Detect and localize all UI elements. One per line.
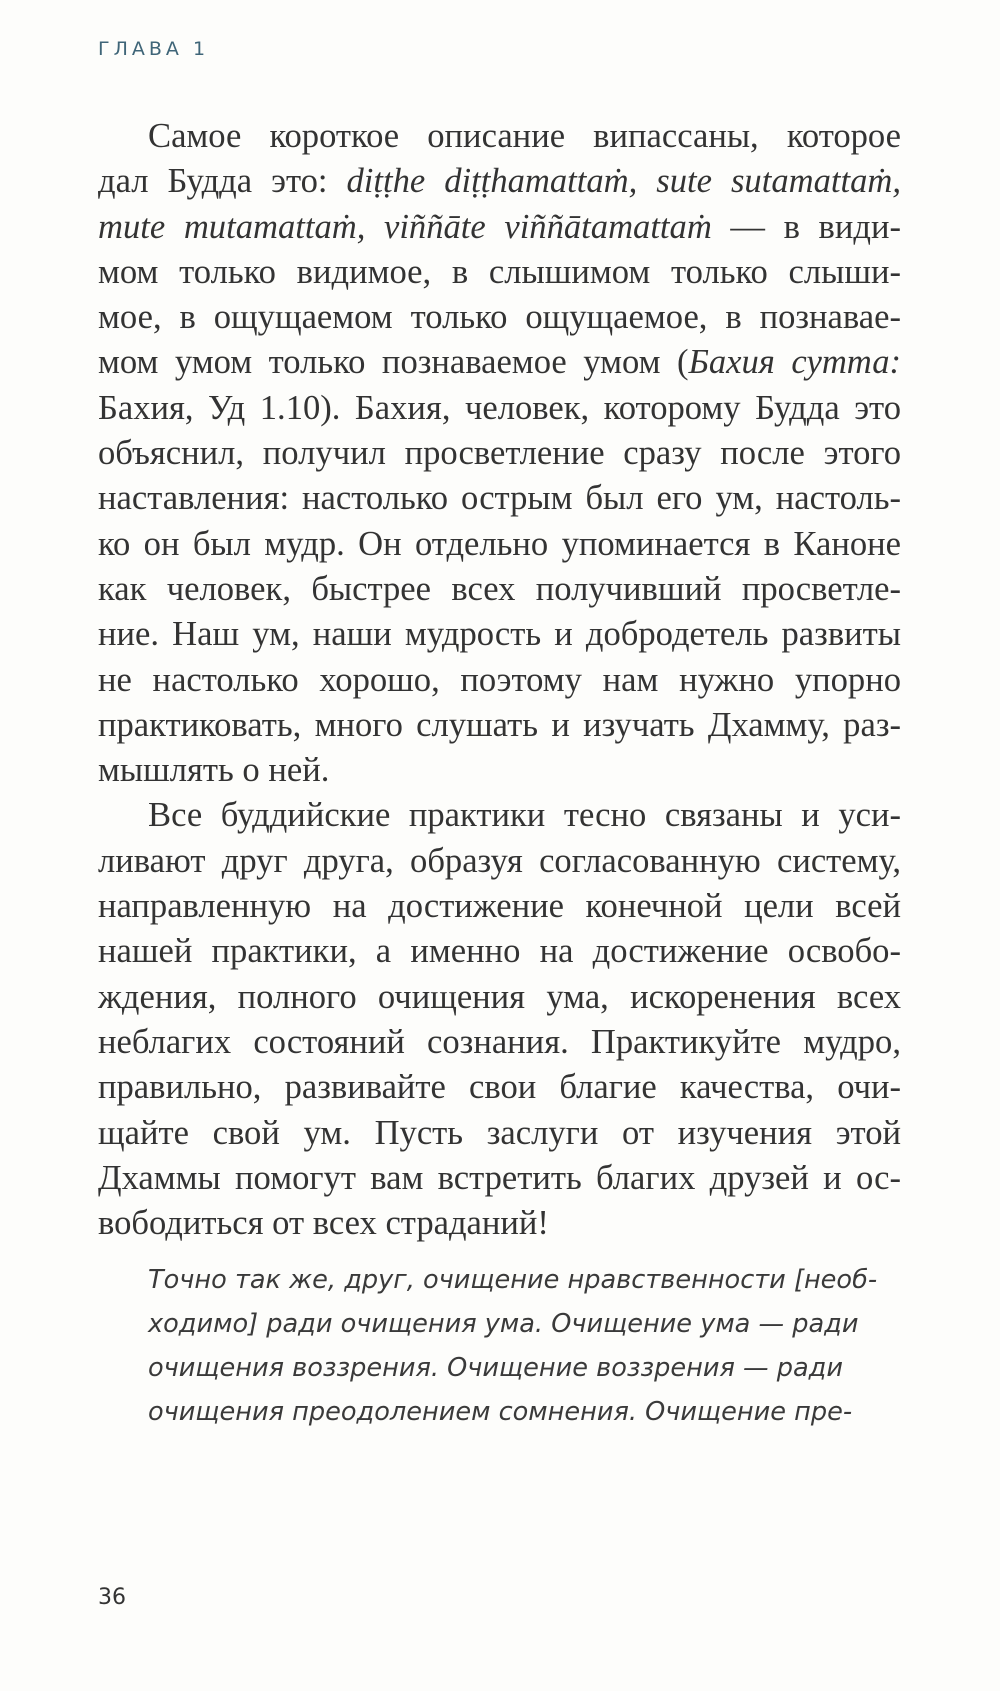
page-number: 36 (98, 1585, 126, 1610)
text-span: — в види- (711, 207, 901, 246)
quote-line: очищения преодолением сомнения. Очищение пре- (148, 1397, 853, 1427)
text-line: правильно, развивайте свои благие качества, очи- (98, 1068, 901, 1107)
text-line: ждения, полного очищения ума, искоренения всех (98, 977, 901, 1016)
text-line: направленную на достижение конечной цели всей (98, 887, 901, 926)
paragraph-2 (98, 793, 901, 1246)
text-line: ние. Наш ум, наши мудрость и добродетель развиты (98, 615, 901, 654)
body-text (98, 114, 901, 1246)
text-line (98, 340, 901, 385)
text-line: наставления: настолько острым был его ум, настоль- (98, 479, 901, 518)
text-line: Самое короткое описание випассаны, которое (148, 117, 901, 155)
sutta-title-italic-span: Бахия сутта: (688, 343, 901, 382)
pali-italic-span: diṭṭhe diṭṭhamattaṁ, sute sutamattaṁ, (346, 162, 901, 201)
text-line: мое, в ощущаемом только ощущаемое, в познавае- (98, 298, 901, 337)
text-line: мышлять о ней. (98, 751, 330, 790)
text-line: мом только видимое, в слышимом только слыши- (98, 252, 901, 291)
quote-line: очищения воззрения. Очищение воззрения — ради (148, 1353, 843, 1383)
text-line: неблагих состояний сознания. Практикуйте мудро, (98, 1022, 901, 1061)
text-line: не настолько хорошо, поэтому нам нужно упорно (98, 660, 901, 699)
text-line: объяснил, получил просветление сразу после этого (98, 434, 901, 473)
text-line: Дхаммы помогут вам встретить благих друзей и ос- (98, 1158, 901, 1197)
text-line (98, 205, 901, 250)
text-line: практиковать, много слушать и изучать Дхамму, раз- (98, 705, 901, 744)
text-line: щайте свой ум. Пусть заслуги от изучения этой (98, 1113, 901, 1152)
text-line: вободиться от всех страданий! (98, 1204, 549, 1243)
quote-line: Точно так же, друг, очищение нравственности [необ- (148, 1265, 878, 1295)
text-line: как человек, быстрее всех получивший просветле- (98, 569, 901, 608)
quote-line: ходимо] ради очищения ума. Очищение ума — ради (148, 1309, 859, 1339)
pali-italic-span: mute mutamattaṁ, viññāte viññātamattaṁ (98, 207, 712, 246)
text-line: нашей практики, а именно на достижение освобо- (98, 932, 901, 971)
text-line: Все буддийские практики тесно связаны и уси- (148, 796, 901, 835)
text-line: ко он был мудр. Он отдельно упоминается в Каноне (98, 524, 901, 563)
text-span: мом умом только познаваемое умом ( (98, 343, 689, 382)
paragraph-1 (98, 114, 901, 793)
text-span: дал Будда это: (98, 162, 347, 201)
quotation-block (148, 1258, 878, 1434)
text-line (98, 159, 901, 204)
running-head: ГЛАВА 1 (98, 38, 210, 60)
text-line: Бахия, Уд 1.10). Бахия, человек, которому Будда это (98, 388, 901, 427)
text-line: ливают друг друга, образуя согласованную систему, (98, 841, 901, 880)
